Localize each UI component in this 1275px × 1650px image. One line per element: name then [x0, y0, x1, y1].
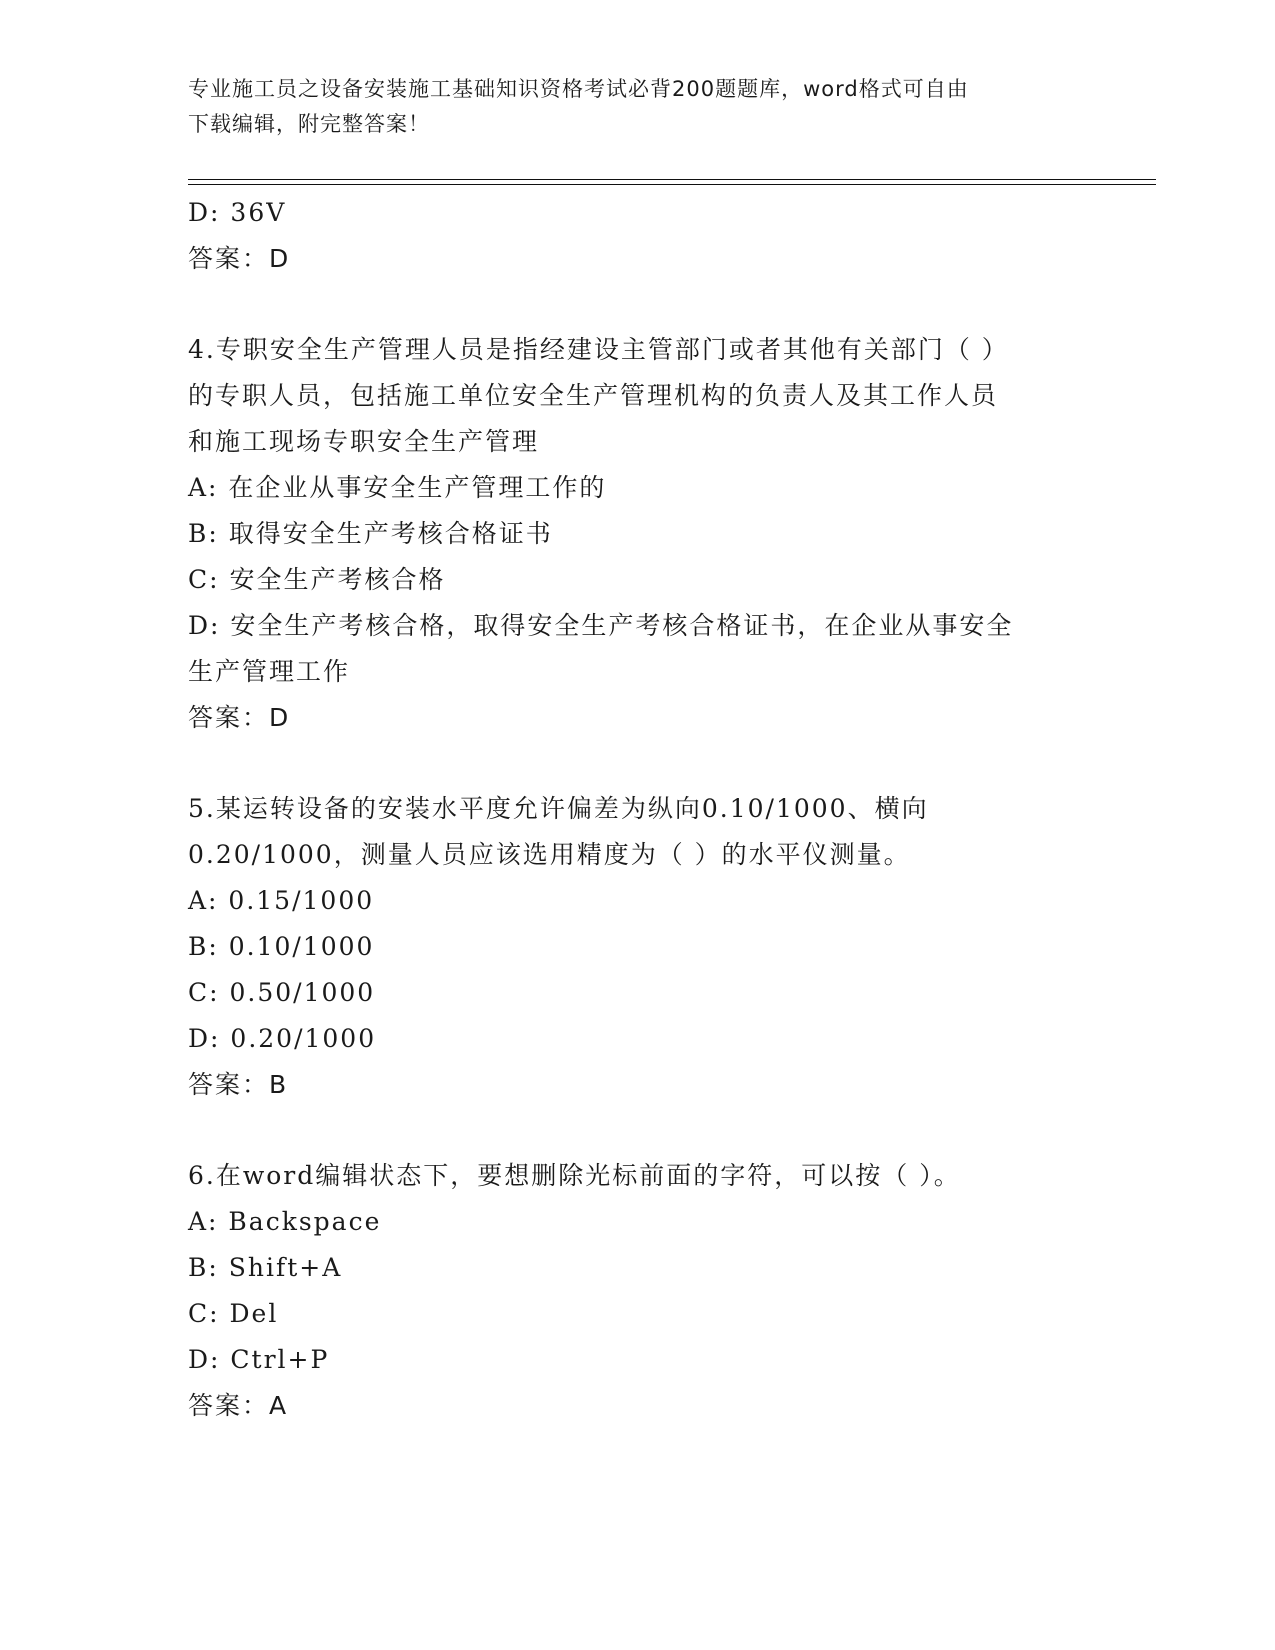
- q4-stem-line-3: 和施工现场专职安全生产管理: [188, 427, 540, 456]
- q3-option-d: D: 36V: [188, 198, 287, 227]
- q4-option-b: B: 取得安全生产考核合格证书: [188, 519, 553, 548]
- header-line-2: 下载编辑，附完整答案！: [188, 112, 430, 136]
- q6-option-a: A: Backspace: [188, 1207, 382, 1236]
- page-header: [188, 72, 1088, 142]
- question-5: [188, 786, 1088, 1108]
- q5-stem-line-1: 5.某运转设备的安装水平度允许偏差为纵向0.10/1000、横向: [188, 794, 929, 823]
- question-4: [188, 327, 1088, 741]
- header-divider-top: [188, 179, 1156, 180]
- q6-option-c: C: Del: [188, 1299, 279, 1328]
- q5-option-a: A: 0.15/1000: [188, 886, 375, 915]
- q4-option-c: C: 安全生产考核合格: [188, 565, 446, 594]
- spacer: [188, 282, 1088, 327]
- q4-answer: 答案：D: [188, 703, 291, 732]
- q5-stem-line-2: 0.20/1000，测量人员应该选用精度为（ ）的水平仪测量。: [188, 840, 911, 869]
- header-line-1: 专业施工员之设备安装施工基础知识资格考试必背200题题库，word格式可自由: [188, 77, 969, 101]
- q4-option-d-line-1: D: 安全生产考核合格，取得安全生产考核合格证书，在企业从事安全: [188, 611, 1014, 640]
- spacer: [188, 1108, 1088, 1153]
- q6-option-b: B: Shift+A: [188, 1253, 343, 1282]
- q5-option-c: C: 0.50/1000: [188, 978, 376, 1007]
- q5-answer: 答案：B: [188, 1070, 289, 1099]
- question-6: [188, 1153, 1088, 1429]
- header-divider-bottom: [188, 184, 1156, 185]
- q5-option-d: D: 0.20/1000: [188, 1024, 377, 1053]
- q6-answer: 答案：A: [188, 1391, 289, 1420]
- q4-option-a: A: 在企业从事安全生产管理工作的: [188, 473, 607, 502]
- q4-stem-line-2: 的专职人员，包括施工单位安全生产管理机构的负责人及其工作人员: [188, 381, 999, 410]
- spacer: [188, 741, 1088, 786]
- q6-option-d: D: Ctrl+P: [188, 1345, 330, 1374]
- question-content: [188, 190, 1088, 1429]
- q5-option-b: B: 0.10/1000: [188, 932, 375, 961]
- q3-answer: 答案：D: [188, 244, 291, 273]
- q4-option-d-line-2: 生产管理工作: [188, 657, 351, 686]
- q6-stem-line-1: 6.在word编辑状态下，要想删除光标前面的字符，可以按（ ）。: [188, 1161, 961, 1190]
- q4-stem-line-1: 4.专职安全生产管理人员是指经建设主管部门或者其他有关部门（ ）: [188, 335, 1009, 364]
